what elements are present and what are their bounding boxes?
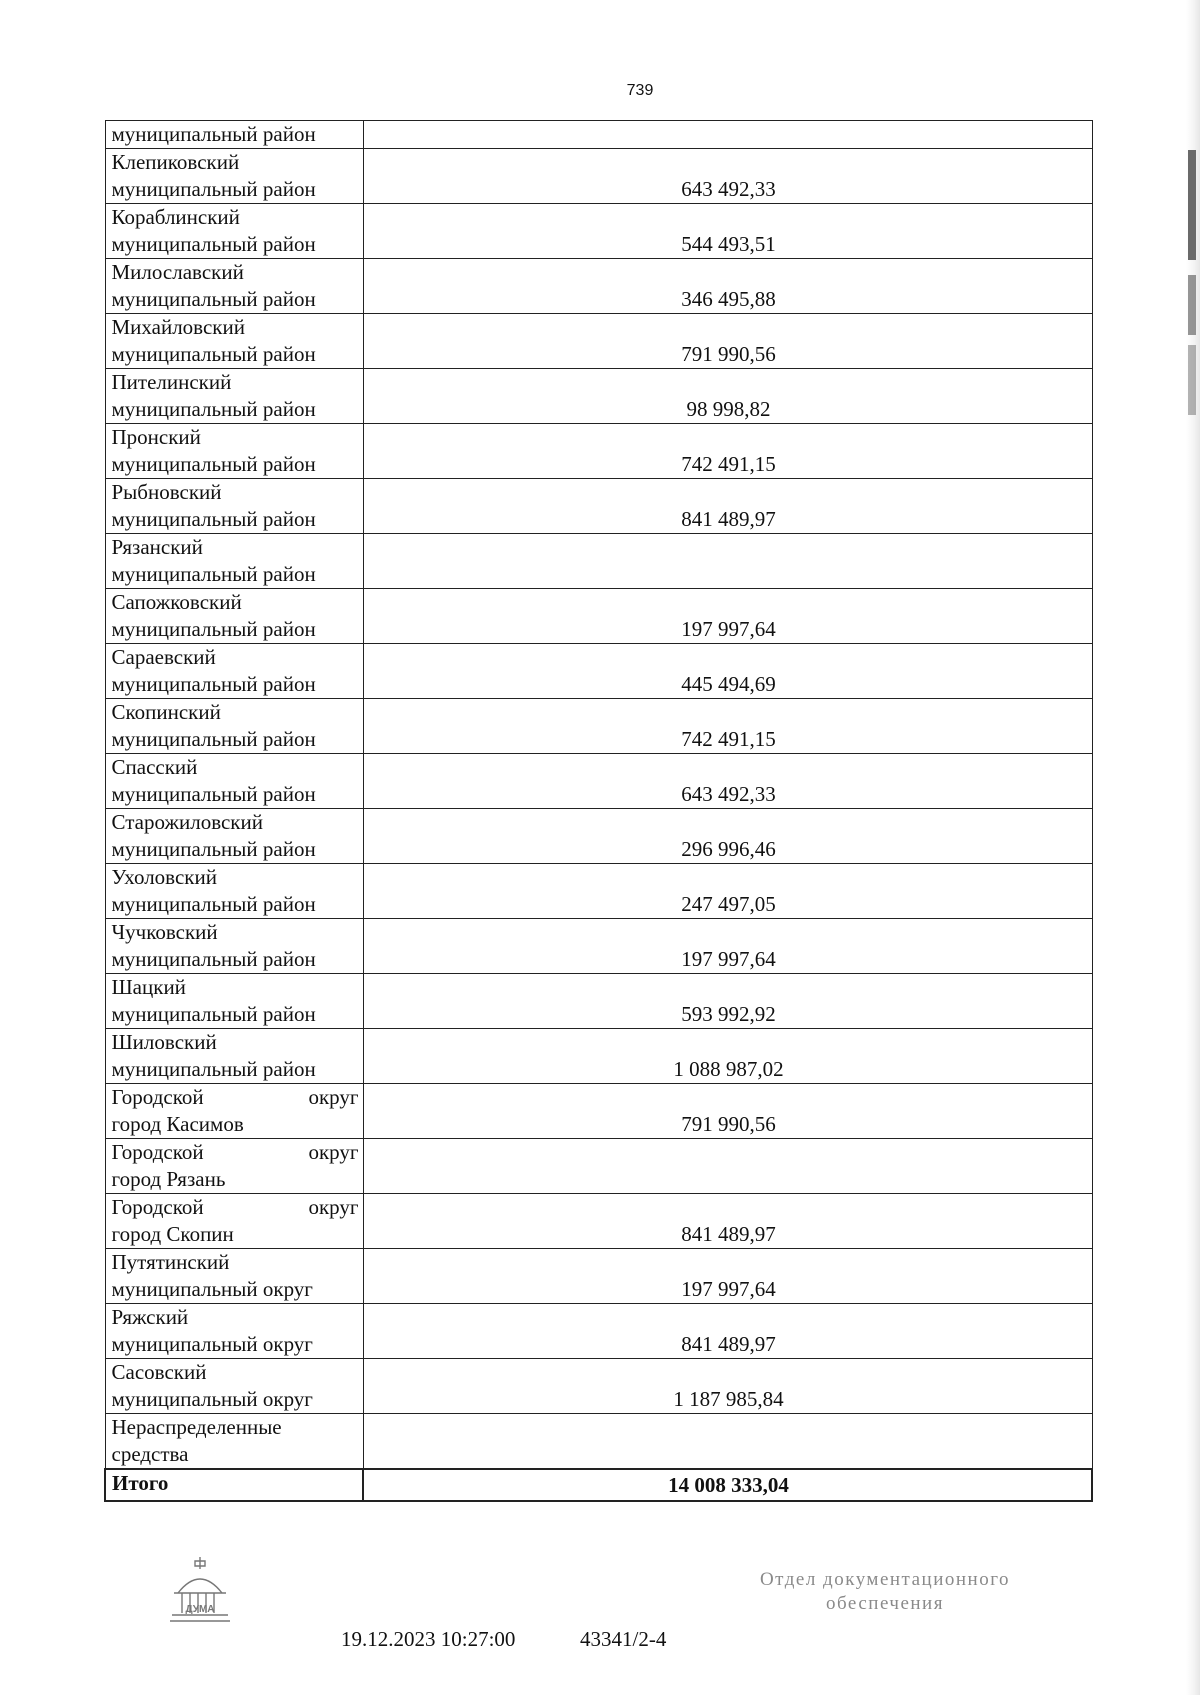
duma-logo	[168, 1555, 232, 1627]
scan-edge-mark	[1188, 345, 1196, 415]
table-total-row	[105, 1469, 1092, 1501]
row-value-cell: 98 998,82	[363, 369, 1092, 424]
table-row	[105, 1359, 1092, 1414]
table-row	[105, 919, 1092, 974]
footer-date: 19.12.2023 10:27:00	[341, 1627, 516, 1651]
table-row	[105, 1249, 1092, 1304]
row-value-cell: 346 495,88	[363, 259, 1092, 314]
row-value-cell: 841 489,97	[363, 479, 1092, 534]
table-row	[105, 644, 1092, 699]
row-name-cell: Рязанский муниципальный район	[105, 534, 363, 589]
row-value-cell: 1 088 987,02	[363, 1029, 1092, 1084]
row-name-cell: Ухоловский муниципальный район	[105, 864, 363, 919]
table-row	[105, 1414, 1092, 1470]
row-value-cell: 791 990,56	[363, 1084, 1092, 1139]
row-name-cell: Михайловский муниципальный район	[105, 314, 363, 369]
row-name-cell: Пителинский муниципальный район	[105, 369, 363, 424]
row-name-cell: Спасский муниципальный район	[105, 754, 363, 809]
table-row	[105, 974, 1092, 1029]
row-name-cell: Пронский муниципальный район	[105, 424, 363, 479]
table-row	[105, 809, 1092, 864]
table-row	[105, 369, 1092, 424]
row-value-cell: 296 996,46	[363, 809, 1092, 864]
table-row	[105, 259, 1092, 314]
row-value-cell: 841 489,97	[363, 1304, 1092, 1359]
table-row	[105, 121, 1092, 149]
row-name-cell: Городской округ город Скопин	[105, 1194, 363, 1249]
table-row	[105, 424, 1092, 479]
row-name-cell: Скопинский муниципальный район	[105, 699, 363, 754]
stamp-line: Отдел документационного	[759, 1569, 1011, 1590]
row-value-cell: 197 997,64	[363, 1249, 1092, 1304]
row-value-cell: 1 187 985,84	[363, 1359, 1092, 1414]
row-name-cell: Нераспределенные средства	[105, 1414, 363, 1470]
table-row	[105, 1304, 1092, 1359]
row-value-cell: 841 489,97	[363, 1194, 1092, 1249]
row-value-cell	[363, 121, 1092, 149]
allocation-table	[104, 120, 1093, 1502]
row-value-cell	[363, 1139, 1092, 1194]
row-value-cell: 643 492,33	[363, 149, 1092, 204]
row-name-cell: Городской округ город Рязань	[105, 1139, 363, 1194]
total-value: 14 008 333,04	[363, 1469, 1092, 1501]
total-label: Итого	[105, 1469, 363, 1501]
scan-edge-mark	[1188, 275, 1196, 335]
row-value-cell: 593 992,92	[363, 974, 1092, 1029]
row-name-cell: Сасовский муниципальный округ	[105, 1359, 363, 1414]
row-name-cell: Ряжский муниципальный округ	[105, 1304, 363, 1359]
page-number: 739	[626, 82, 654, 99]
row-name-cell: Старожиловский муниципальный район	[105, 809, 363, 864]
row-name-cell: Шиловский муниципальный район	[105, 1029, 363, 1084]
row-name-cell: Городской округ город Касимов	[105, 1084, 363, 1139]
row-value-cell: 742 491,15	[363, 699, 1092, 754]
table-row	[105, 204, 1092, 259]
scan-edge-mark	[1188, 150, 1196, 260]
row-value-cell: 197 997,64	[363, 589, 1092, 644]
table-row	[105, 1084, 1092, 1139]
table-row	[105, 754, 1092, 809]
row-value-cell	[363, 1414, 1092, 1470]
row-value-cell	[363, 534, 1092, 589]
department-stamp	[720, 1568, 1050, 1616]
row-name-cell: Сараевский муниципальный район	[105, 644, 363, 699]
table-row	[105, 479, 1092, 534]
row-value-cell: 247 497,05	[363, 864, 1092, 919]
row-name-cell: Кораблинский муниципальный район	[105, 204, 363, 259]
row-name-cell: Клепиковский муниципальный район	[105, 149, 363, 204]
table-row	[105, 1139, 1092, 1194]
table-row	[105, 699, 1092, 754]
table-row	[105, 864, 1092, 919]
row-name-cell: Милославский муниципальный район	[105, 259, 363, 314]
row-value-cell: 544 493,51	[363, 204, 1092, 259]
row-name-cell: Путятинский муниципальный округ	[105, 1249, 363, 1304]
table-row	[105, 1194, 1092, 1249]
row-value-cell: 791 990,56	[363, 314, 1092, 369]
row-name-cell: муниципальный район	[105, 121, 363, 149]
table-row	[105, 534, 1092, 589]
logo-text: ДУМА	[185, 1604, 215, 1615]
row-name-cell: Сапожковский муниципальный район	[105, 589, 363, 644]
row-value-cell: 742 491,15	[363, 424, 1092, 479]
footer-doc-number: 43341/2-4	[580, 1627, 667, 1651]
row-name-cell: Шацкий муниципальный район	[105, 974, 363, 1029]
stamp-line: обеспечения	[826, 1593, 944, 1614]
table-row	[105, 1029, 1092, 1084]
table-row	[105, 314, 1092, 369]
row-value-cell: 643 492,33	[363, 754, 1092, 809]
table-row	[105, 149, 1092, 204]
table-row	[105, 589, 1092, 644]
row-value-cell: 197 997,64	[363, 919, 1092, 974]
row-name-cell: Чучковский муниципальный район	[105, 919, 363, 974]
row-value-cell: 445 494,69	[363, 644, 1092, 699]
scan-edge-shading	[1186, 0, 1200, 1695]
row-name-cell: Рыбновский муниципальный район	[105, 479, 363, 534]
